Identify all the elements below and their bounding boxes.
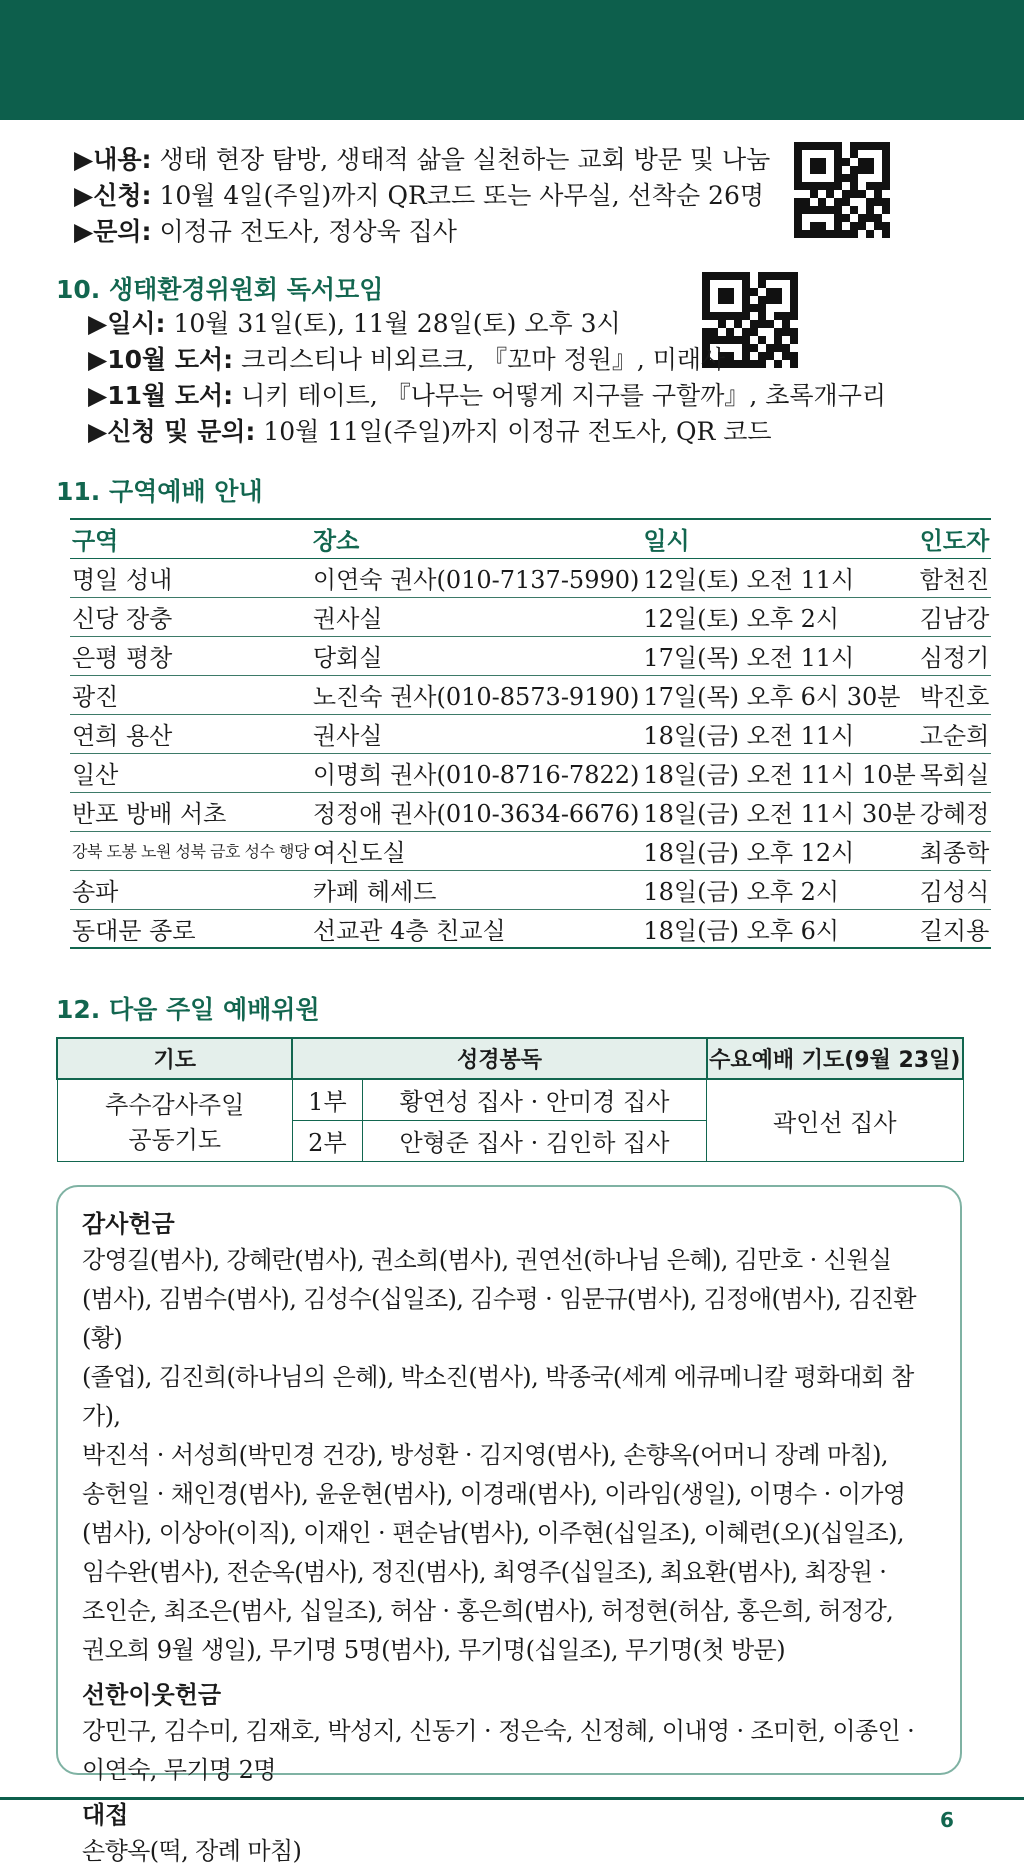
datetime-cell: 18일(금) 오전 11시 [641, 714, 917, 753]
leader-cell: 목회실 [918, 753, 992, 792]
offering-line: (졸업), 김진희(하나님의 은혜), 박소진(범사), 박종국(세계 에큐메니칼 평화대회 참가), [82, 1363, 914, 1430]
leader-cell: 심정기 [918, 636, 992, 675]
wednesday-prayer-header: 수요예배 기도(9월 23일) [707, 1038, 963, 1079]
intro-content: ▶내용: 생태 현장 탐방, 생태적 삶을 실천하는 교회 방문 및 나눔 [74, 145, 771, 174]
hospitality-title: 대접 [82, 1801, 129, 1829]
reader-cell: 안형준 집사 · 김인하 집사 [362, 1120, 706, 1161]
section-10-date: ▶일시: 10월 31일(토), 11월 28일(토) 오후 3시 [88, 309, 621, 338]
district-cell: 신당 장충 [70, 597, 311, 636]
offering-line: 손향옥(떡, 장례 마침) [82, 1837, 302, 1865]
column-header: 일시 [641, 519, 917, 558]
worship-committee-table [56, 1037, 964, 1162]
district-cell: 반포 방배 서초 [70, 792, 311, 831]
leader-cell: 박진호 [918, 675, 992, 714]
offering-line: 조인순, 최조은(범사, 십일조), 허삼 · 홍은희(범사), 허정현(허삼, 홍은희, 허정강, [82, 1597, 894, 1625]
prayer-header: 기도 [57, 1038, 292, 1079]
datetime-cell: 18일(금) 오전 11시 10분 [641, 753, 917, 792]
table-row [70, 636, 991, 675]
table-row [70, 792, 991, 831]
place-cell: 카페 헤세드 [311, 870, 641, 909]
datetime-cell: 18일(금) 오후 2시 [641, 870, 917, 909]
table-row [70, 831, 991, 870]
datetime-cell: 12일(토) 오후 2시 [641, 597, 917, 636]
offering-line: (범사), 이상아(이직), 이재인 · 편순남(범사), 이주현(십일조), 이혜련(오)(십일조), [82, 1519, 904, 1547]
table-row [70, 714, 991, 753]
offering-line: 송헌일 · 채인경(범사), 윤운현(범사), 이경래(범사), 이라임(생일), 이명수 · 이가영 [82, 1480, 906, 1508]
offering-line: 박진석 · 서성희(박민경 건강), 방성환 · 김지영(범사), 손향옥(어머니 장례 마침), [82, 1441, 888, 1469]
district-cell: 은평 평창 [70, 636, 311, 675]
prayer-cell [57, 1079, 292, 1161]
place-cell: 노진숙 권사(010-8573-9190) [311, 675, 641, 714]
prayer-line: 공동기도 [128, 1126, 222, 1155]
datetime-cell: 18일(금) 오후 6시 [641, 909, 917, 948]
neighbor-offering-title: 선한이웃헌금 [82, 1681, 222, 1709]
table-header-row [70, 519, 991, 558]
intro-contact: ▶문의: 이정규 전도사, 정상욱 집사 [74, 217, 457, 246]
column-header: 인도자 [918, 519, 992, 558]
section-10-oct-book: ▶10월 도서: 크리스티나 비외르크, 『꼬마 정원』, 미래사 [88, 345, 726, 374]
place-cell: 선교관 4층 친교실 [311, 909, 641, 948]
place-cell: 이연숙 권사(010-7137-5990) [311, 558, 641, 597]
leader-cell: 함천진 [918, 558, 992, 597]
district-cell: 송파 [70, 870, 311, 909]
reader-cell: 황연성 집사 · 안미경 집사 [362, 1079, 706, 1120]
offering-line: 권오희 9월 생일), 무기명 5명(범사), 무기명(십일조), 무기명(첫 방문) [82, 1636, 785, 1664]
offering-line: 이연숙, 무기명 2명 [82, 1756, 276, 1784]
district-cell: 명일 성내 [70, 558, 311, 597]
datetime-cell: 18일(금) 오후 12시 [641, 831, 917, 870]
page-number: 6 [940, 1808, 954, 1832]
place-cell: 권사실 [311, 714, 641, 753]
datetime-cell: 18일(금) 오전 11시 30분 [641, 792, 917, 831]
place-cell: 권사실 [311, 597, 641, 636]
leader-cell: 최종학 [918, 831, 992, 870]
district-cell: 동대문 종로 [70, 909, 311, 948]
leader-cell: 김남강 [918, 597, 992, 636]
offering-line: 강영길(범사), 강혜란(범사), 권소희(범사), 권연선(하나님 은혜), 김만호 · 신원실 [82, 1246, 892, 1274]
table-row [70, 870, 991, 909]
leader-cell: 강혜정 [918, 792, 992, 831]
section-12-heading: 12. 다음 주일 예배위원 [56, 995, 320, 1024]
district-cell: 광진 [70, 675, 311, 714]
leader-cell: 김성식 [918, 870, 992, 909]
offering-line: 임수완(범사), 전순옥(범사), 정진(범사), 최영주(십일조), 최요환(범사), 최장원 · [82, 1558, 887, 1586]
district-cell: 일산 [70, 753, 311, 792]
header-bar [0, 0, 1024, 120]
qr-code-icon[interactable] [794, 142, 890, 238]
place-cell: 정정애 권사(010-3634-6676) [311, 792, 641, 831]
place-cell: 이명희 권사(010-8716-7822) [311, 753, 641, 792]
table-row [70, 558, 991, 597]
section-11-heading: 11. 구역예배 안내 [56, 477, 263, 506]
intro-apply: ▶신청: 10월 4일(주일)까지 QR코드 또는 사무실, 선착순 26명 [74, 181, 765, 210]
datetime-cell: 17일(목) 오전 11시 [641, 636, 917, 675]
prayer-line: 추수감사주일 [105, 1091, 245, 1120]
footer-rule [0, 1797, 1024, 1800]
district-cell: 강북 도봉 노원 성북 금호 성수 행당 [70, 831, 311, 870]
section-10-nov-book: ▶11월 도서: 니키 테이트, 『나무는 어떻게 지구를 구할까』, 초록개구리 [88, 381, 886, 410]
wednesday-prayer-cell: 곽인선 집사 [707, 1079, 963, 1161]
district-worship-table [70, 518, 991, 949]
place-cell: 여신도실 [311, 831, 641, 870]
offering-line: (범사), 김범수(범사), 김성수(십일조), 김수평 · 임문규(범사), 김정애(범사), 김진환(황) [82, 1285, 916, 1352]
leader-cell: 길지용 [918, 909, 992, 948]
table-header-row [57, 1038, 963, 1079]
table-row [57, 1079, 963, 1120]
offering-line: 강민구, 김수미, 김재호, 박성지, 신동기 · 정은숙, 신정혜, 이내영 · 조미헌, 이종인 · [82, 1717, 915, 1745]
thanks-offering-title: 감사헌금 [82, 1210, 175, 1238]
table-row [70, 909, 991, 948]
section-10-heading: 10. 생태환경위원회 독서모임 [56, 275, 384, 304]
leader-cell: 고순희 [918, 714, 992, 753]
service-cell: 2부 [292, 1120, 362, 1161]
offerings-box [56, 1185, 962, 1865]
column-header: 장소 [311, 519, 641, 558]
datetime-cell: 12일(토) 오전 11시 [641, 558, 917, 597]
place-cell: 당회실 [311, 636, 641, 675]
table-row [70, 597, 991, 636]
table-row [70, 753, 991, 792]
section-10-apply: ▶신청 및 문의: 10월 11일(주일)까지 이정규 전도사, QR 코드 [88, 417, 772, 446]
district-cell: 연희 용산 [70, 714, 311, 753]
table-row [70, 675, 991, 714]
datetime-cell: 17일(목) 오후 6시 30분 [641, 675, 917, 714]
service-cell: 1부 [292, 1079, 362, 1120]
column-header: 구역 [70, 519, 311, 558]
reading-header: 성경봉독 [292, 1038, 706, 1079]
